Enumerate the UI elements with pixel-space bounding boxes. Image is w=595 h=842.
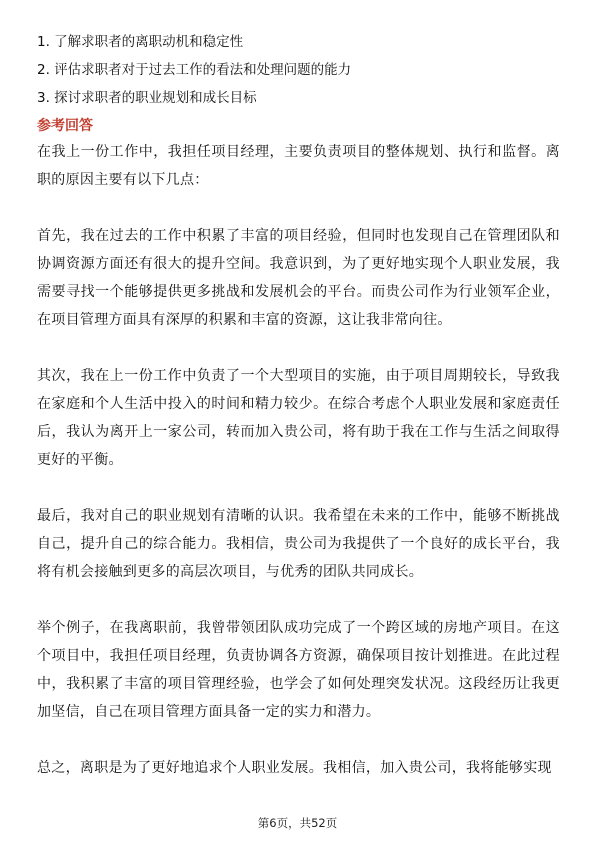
answer-paragraph: 首先，我在过去的工作中积累了丰富的项目经验，但同时也发现自己在管理团队和协调资源方面还有很大的提升空间。我意识到，为了更好地实现个人职业发展，我需要寻找一个能够提供更多挑战和发展机会的平台。而贵公司作为行业领军企业，在项目管理方面具有深厚的积累和丰富的资源，这让我非常向往。 <box>37 228 560 328</box>
objective-item: 2. 评估求职者对于过去工作的看法和处理问题的能力 <box>37 62 352 78</box>
answer-paragraph: 在我上一份工作中，我担任项目经理，主要负责项目的整体规划、执行和监督。离职的原因主要有以下几点： <box>37 144 560 188</box>
document-page <box>37 28 560 782</box>
answer-paragraph: 最后，我对自己的职业规划有清晰的认识。我希望在未来的工作中，能够不断挑战自己，提升自己的综合能力。我相信，贵公司为我提供了一个良好的成长平台，我将有机会接触到更多的高层次项目，与优秀的团队共同成长。 <box>37 508 560 580</box>
page-number-footer: 第6页，共52页 <box>257 816 338 830</box>
objectives-list <box>37 28 560 112</box>
objective-item: 1. 了解求职者的离职动机和稳定性 <box>37 34 244 50</box>
answer-paragraph: 举个例子，在我离职前，我曾带领团队成功完成了一个跨区域的房地产项目。在这个项目中，我担任项目经理，负责协调各方资源，确保项目按计划推进。在此过程中，我积累了丰富的项目管理经验，也学会了如何处理突发状况。这段经历让我更加坚信，自己在项目管理方面具备一定的实力和潜力。 <box>37 620 560 720</box>
objective-item: 3. 探讨求职者的职业规划和成长目标 <box>37 90 257 106</box>
reference-answer-heading: 参考回答 <box>37 118 93 134</box>
answer-paragraph: 总之，离职是为了更好地追求个人职业发展。我相信，加入贵公司，我将能够实现 <box>37 760 552 776</box>
answer-paragraph: 其次，我在上一份工作中负责了一个大型项目的实施，由于项目周期较长，导致我在家庭和个人生活中投入的时间和精力较少。在综合考虑个人职业发展和家庭责任后，我认为离开上一家公司，转而加入贵公司，将有助于我在工作与生活之间取得更好的平衡。 <box>37 368 560 468</box>
answer-body <box>37 138 560 782</box>
